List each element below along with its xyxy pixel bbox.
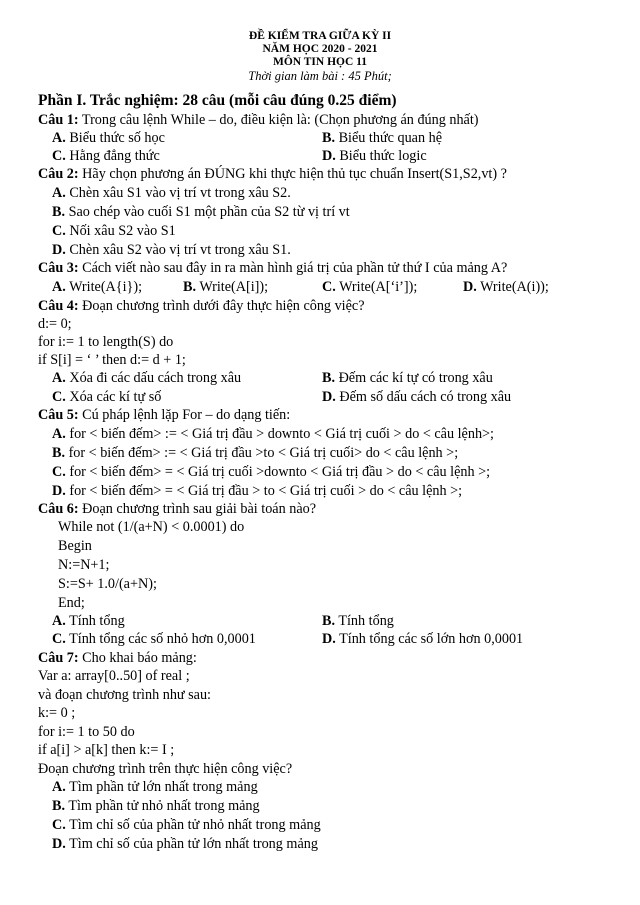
q6-option-a: A. Tính tổng — [52, 613, 125, 629]
q4-option-a: A. Xóa đi các dấu cách trong xâu — [52, 370, 242, 386]
question-3: Câu 3: Cách viết nào sau đây in ra màn hình giá trị của phần tử thứ I của mảng A? — [38, 260, 508, 276]
q4-option-b: B. Đếm các kí tự có trong xâu — [322, 370, 493, 386]
part-title: Phần I. Trắc nghiệm: 28 câu (mỗi câu đúng 0.25 điểm) — [38, 92, 397, 109]
q2-option-d: D. Chèn xâu S2 vào vị trí vt trong xâu S1. — [52, 242, 291, 258]
q3-option-c: C. Write(A[‘i’]); — [322, 279, 418, 295]
q7-code-line: Var a: array[0..50] of real ; — [38, 668, 190, 684]
question-1 — [38, 111, 479, 129]
exam-title: ĐỀ KIỂM TRA GIỮA KỲ II — [248, 30, 392, 42]
q5-option-b: B. for < biến đếm> := < Giá trị đầu >to < Giá trị cuối> do < câu lệnh >; — [52, 445, 459, 461]
q7-code-line: k:= 0 ; — [38, 705, 76, 721]
q7-option-a: A. Tìm phần tử lớn nhất trong mảng — [52, 779, 258, 795]
subject: MÔN TIN HỌC 11 — [272, 56, 368, 68]
q6-option-c: C. Tính tổng các số nhỏ hơn 0,0001 — [52, 631, 256, 647]
q6-code-line: End; — [58, 595, 85, 611]
question-text: Trong câu lệnh While – do, điều kiện là: (Chọn phương án đúng nhất) — [78, 112, 479, 128]
q6-code-line: N:=N+1; — [58, 557, 110, 573]
q4-code-line: for i:= 1 to length(S) do — [38, 334, 174, 350]
q1-option-d: D. Biểu thức logic — [322, 148, 427, 164]
q7-option-d: D. Tìm chỉ số của phần tử lớn nhất trong mảng — [52, 836, 318, 852]
question-6: Câu 6: Đoạn chương trình sau giải bài toán nào? — [38, 501, 317, 517]
q3-option-a: A. Write(A{i}); — [52, 279, 143, 295]
q2-option-a: A. Chèn xâu S1 vào vị trí vt trong xâu S2. — [52, 185, 291, 201]
q7-code-line: if a[i] > a[k] then k:= I ; — [38, 742, 175, 758]
q2-option-c: C. Nối xâu S2 vào S1 — [52, 223, 176, 239]
question-4: Câu 4: Đoạn chương trình dưới đây thực hiện công việc? — [38, 298, 365, 314]
q7-code-line: và đoạn chương trình như sau: — [38, 687, 212, 703]
q1-option-b: B. Biểu thức quan hệ — [322, 130, 442, 146]
q6-option-d: D. Tính tổng các số lớn hơn 0,0001 — [322, 631, 524, 647]
q3-option-b: B. Write(A[i]); — [183, 279, 269, 295]
q6-option-b: B. Tính tổng — [322, 613, 394, 629]
question-label: Câu 1: — [38, 112, 79, 128]
q4-code-line: if S[i] = ‘ ’ then d:= d + 1; — [38, 352, 186, 368]
question-2: Câu 2: Hãy chọn phương án ĐÚNG khi thực hiện thủ tục chuẩn Insert(S1,S2,vt) ? — [38, 166, 507, 182]
school-year: NĂM HỌC 2020 - 2021 — [262, 43, 378, 55]
q7-code-line: for i:= 1 to 50 do — [38, 724, 135, 740]
q6-code-line: While not (1/(a+N) < 0.0001) do — [58, 519, 245, 535]
q1-option-c: C. Hằng đẳng thức — [52, 148, 160, 164]
q7-option-b: B. Tìm phần tử nhỏ nhất trong mảng — [52, 798, 260, 814]
q4-code-line: d:= 0; — [38, 316, 72, 332]
question-5: Câu 5: Cú pháp lệnh lặp For – do dạng tiến: — [38, 407, 291, 423]
q6-code-line: S:=S+ 1.0/(a+N); — [58, 576, 157, 592]
q4-option-c: C. Xóa các kí tự số — [52, 389, 162, 405]
q7-option-c: C. Tìm chỉ số của phần tử nhỏ nhất trong mảng — [52, 817, 321, 833]
time-limit: Thời gian làm bài : 45 Phút; — [248, 69, 392, 83]
q5-option-a: A. for < biến đếm> := < Giá trị đầu > downto < Giá trị cuối > do < câu lệnh>; — [52, 426, 494, 442]
q3-option-d: D. Write(A(i)); — [463, 279, 549, 295]
q5-option-c: C. for < biến đếm> = < Giá trị cuối >downto < Giá trị đầu > do < câu lệnh >; — [52, 464, 491, 480]
q2-option-b: B. Sao chép vào cuối S1 một phần của S2 từ vị trí vt — [52, 204, 350, 220]
q6-code-line: Begin — [58, 538, 92, 554]
q5-option-d: D. for < biến đếm> = < Giá trị đầu > to < Giá trị cuối > do < câu lệnh >; — [52, 483, 463, 499]
q7-code-line: Đoạn chương trình trên thực hiện công việc? — [38, 761, 293, 777]
q4-option-d: D. Đếm số dấu cách có trong xâu — [322, 389, 512, 405]
q1-option-a: A. Biểu thức số học — [52, 130, 165, 146]
question-7: Câu 7: Cho khai báo mảng: — [38, 650, 197, 666]
exam-header — [0, 30, 640, 84]
